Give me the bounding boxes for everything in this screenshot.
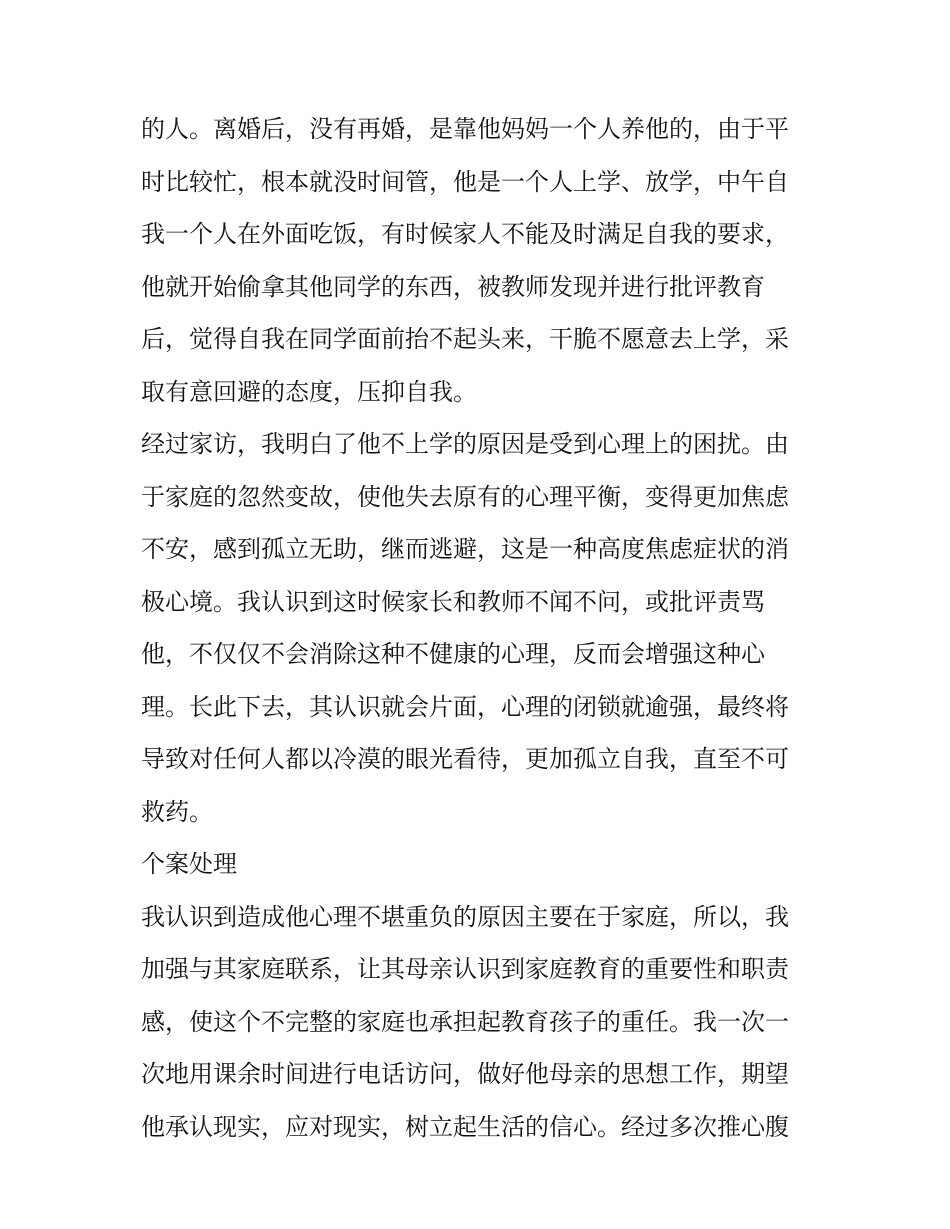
text-line: 次地用课余时间进行电话访问，做好他母亲的思想工作，期望 xyxy=(141,1060,789,1088)
text-line: 不安，感到孤立无助，继而逃避，这是一种高度焦虑症状的消 xyxy=(141,535,789,563)
text-line: 加强与其家庭联系，让其母亲认识到家庭教育的重要性和职责 xyxy=(141,955,789,983)
text-line: 的人。离婚后，没有再婚，是靠他妈妈一个人养他的，由于平 xyxy=(141,115,789,143)
paragraph-2 xyxy=(141,418,831,838)
text-line: 时比较忙，根本就没时间管，他是一个人上学、放学，中午自 xyxy=(141,167,789,196)
document-body xyxy=(141,103,831,1153)
text-line: 我一个人在外面吃饭，有时候家人不能及时满足自我的要求， xyxy=(141,220,789,248)
text-line: 导致对任何人都以冷漠的眼光看待，更加孤立自我，直至不可 xyxy=(141,745,789,773)
text-line: 于家庭的忽然变故，使他失去原有的心理平衡，变得更加焦虑 xyxy=(141,482,789,511)
text-line: 取有意回避的态度，压抑自我。 xyxy=(141,377,477,406)
text-line: 救药。 xyxy=(141,797,213,826)
text-line: 我认识到造成他心理不堪重负的原因主要在于家庭，所以，我 xyxy=(141,902,789,931)
text-line: 极心境。我认识到这时候家长和教师不闻不问，或批评责骂 xyxy=(141,587,765,616)
text-line: 感，使这个不完整的家庭也承担起教育孩子的重任。我一次一 xyxy=(141,1007,789,1036)
text-line: 他，不仅仅不会消除这种不健康的心理，反而会增强这种心 xyxy=(141,640,765,668)
paragraph-1 xyxy=(141,103,831,418)
text-line: 他承认现实，应对现实，树立起生活的信心。经过多次推心腹 xyxy=(141,1112,789,1141)
text-line: 后，觉得自我在同学面前抬不起头来，干脆不愿意去上学，采 xyxy=(141,325,789,353)
text-line: 他就开始偷拿其他同学的东西，被教师发现并进行批评教育 xyxy=(141,272,765,301)
text-line: 经过家访，我明白了他不上学的原因是受到心理上的困扰。由 xyxy=(141,430,789,458)
paragraph-3 xyxy=(141,891,831,1154)
section-heading: 个案处理 xyxy=(141,850,237,878)
text-line: 理。长此下去，其认识就会片面，心理的闭锁就逾强，最终将 xyxy=(141,692,789,721)
